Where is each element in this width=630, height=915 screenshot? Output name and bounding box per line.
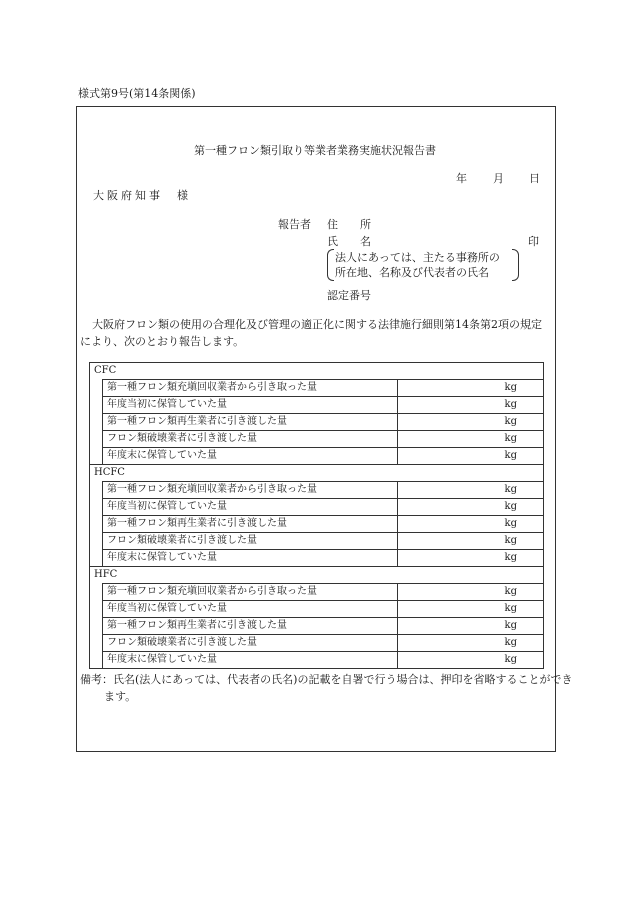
amount-cell[interactable]: kg — [504, 586, 517, 597]
amount-cell[interactable]: kg — [504, 399, 517, 410]
amount-cell[interactable]: kg — [504, 501, 517, 512]
row-label: 第一種フロン類充塡回収業者から引き取った量 — [103, 482, 398, 498]
amount-cell[interactable]: kg — [504, 433, 517, 444]
row-label: フロン類破壊業者に引き渡した量 — [103, 635, 398, 651]
group-header-hcfc: HCFC — [90, 464, 543, 481]
table-row — [102, 430, 543, 447]
report-table — [89, 362, 544, 669]
row-label: 年度当初に保管していた量 — [103, 397, 398, 413]
remarks-note: 備考：氏名(法人にあっては、代表者の氏名)の記載を自署で行う場合は、押印を省略することができます。 — [80, 673, 573, 703]
certification-number-label: 認定番号 — [327, 289, 371, 302]
corporate-note-bracket — [327, 249, 519, 279]
row-label: 年度末に保管していた量 — [103, 652, 398, 668]
amount-cell[interactable]: kg — [504, 484, 517, 495]
date-day-label: 日 — [529, 172, 540, 185]
row-label: 第一種フロン類再生業者に引き渡した量 — [103, 618, 398, 634]
table-row — [102, 447, 543, 464]
table-row — [102, 396, 543, 413]
reporter-label: 報告者 — [278, 218, 311, 231]
table-row — [102, 498, 543, 515]
corporate-note-line-2: 所在地、名称及び代表者の氏名 — [335, 266, 489, 279]
table-row — [102, 583, 543, 600]
group-header-hfc: HFC — [90, 566, 543, 583]
addressee: 大阪府知事 様 — [93, 189, 191, 202]
amount-cell[interactable]: kg — [504, 637, 517, 648]
row-label: 第一種フロン類再生業者に引き渡した量 — [103, 516, 398, 532]
table-row — [102, 515, 543, 532]
group-header-cfc: CFC — [94, 365, 117, 376]
table-row — [102, 413, 543, 430]
amount-cell[interactable]: kg — [504, 603, 517, 614]
row-label: 第一種フロン類再生業者に引き渡した量 — [103, 414, 398, 430]
table-row — [102, 634, 543, 651]
document-title: 第一種フロン類引取り等業者業務実施状況報告書 — [194, 144, 436, 157]
row-label: 年度末に保管していた量 — [103, 550, 398, 566]
amount-cell[interactable]: kg — [504, 535, 517, 546]
row-label: 第一種フロン類充塡回収業者から引き取った量 — [103, 584, 398, 600]
row-label: フロン類破壊業者に引き渡した量 — [103, 533, 398, 549]
table-row — [102, 617, 543, 634]
row-label: 第一種フロン類充塡回収業者から引き取った量 — [103, 380, 398, 396]
right-bracket — [512, 249, 519, 281]
table-row — [102, 532, 543, 549]
row-label: 年度末に保管していた量 — [103, 448, 398, 464]
seal-mark: 印 — [528, 235, 539, 248]
table-row — [102, 549, 543, 566]
row-label: フロン類破壊業者に引き渡した量 — [103, 431, 398, 447]
amount-cell[interactable]: kg — [504, 416, 517, 427]
report-statement: 大阪府フロン類の使用の合理化及び管理の適正化に関する法律施行細則第14条第2項の規定により、次のとおり報告します。 — [80, 318, 542, 348]
date-month-label: 月 — [493, 172, 504, 185]
table-row — [102, 379, 543, 396]
date-year-label: 年 — [456, 172, 467, 185]
name-label: 氏 名 — [327, 235, 371, 248]
form-number-label: 様式第9号(第14条関係) — [78, 87, 196, 100]
table-row — [102, 481, 543, 498]
corporate-note-line-1: 法人にあっては、主たる事務所の — [335, 251, 500, 264]
row-label: 年度当初に保管していた量 — [103, 499, 398, 515]
left-bracket — [327, 249, 334, 281]
amount-cell[interactable]: kg — [504, 654, 517, 665]
amount-cell[interactable]: kg — [504, 450, 517, 461]
row-label: 年度当初に保管していた量 — [103, 601, 398, 617]
amount-cell[interactable]: kg — [504, 620, 517, 631]
amount-cell[interactable]: kg — [504, 552, 517, 563]
address-label: 住 所 — [327, 218, 371, 231]
table-row — [102, 600, 543, 617]
amount-cell[interactable]: kg — [504, 518, 517, 529]
table-row — [102, 651, 543, 668]
amount-cell[interactable]: kg — [504, 382, 517, 393]
